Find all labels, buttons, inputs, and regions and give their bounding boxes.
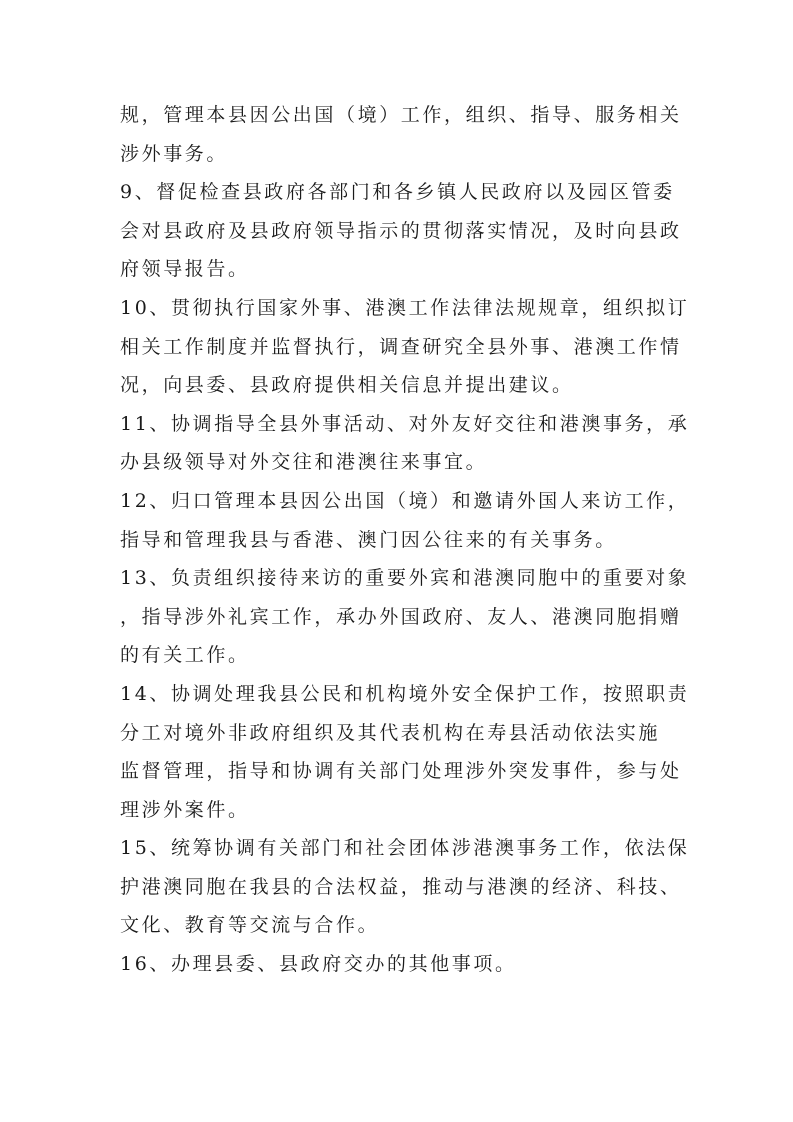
text-line: ，指导涉外礼宾工作，承办外国政府、友人、港澳同胞捐赠 [120, 605, 682, 628]
text-line: 13、负责组织接待来访的重要外宾和港澳同胞中的重要对象 [120, 567, 690, 590]
text-line: 指导和管理我县与香港、澳门因公往来的有关事务。 [120, 528, 617, 551]
text-line: 况，向县委、县政府提供相关信息并提出建议。 [120, 374, 574, 397]
text-line: 涉外事务。 [120, 142, 229, 165]
text-line: 监督管理，指导和协调有关部门处理涉外突发事件，参与处 [120, 760, 682, 783]
text-line: 16、办理县委、县政府交办的其他事项。 [120, 953, 517, 976]
text-line: 11、协调指导全县外事活动、对外友好交往和港澳事务，承 [120, 412, 690, 435]
text-line: 文化、教育等交流与合作。 [120, 914, 380, 937]
text-line: 15、统筹协调有关部门和社会团体涉港澳事务工作，依法保 [120, 837, 690, 860]
text-line: 理涉外案件。 [120, 798, 250, 821]
text-line: 相关工作制度并监督执行，调查研究全县外事、港澳工作情 [120, 335, 682, 358]
text-line: 10、贯彻执行国家外事、港澳工作法律法规规章，组织拟订 [120, 296, 690, 319]
text-line: 9、督促检查县政府各部门和各乡镇人民政府以及园区管委 [120, 181, 675, 204]
text-line: 办县级领导对外交往和港澳往来事宜。 [120, 451, 488, 474]
text-line: 府领导报告。 [120, 258, 250, 281]
text-line: 14、协调处理我县公民和机构境外安全保护工作，按照职责 [120, 682, 690, 705]
text-line: 12、归口管理本县因公出国（境）和邀请外国人来访工作， [120, 489, 690, 512]
text-line: 规，管理本县因公出国（境）工作，组织、指导、服务相关 [120, 104, 682, 126]
text-line: 护港澳同胞在我县的合法权益，推动与港澳的经济、科技、 [120, 875, 682, 898]
document-body [120, 96, 690, 984]
text-line: 会对县政府及县政府领导指示的贯彻落实情况，及时向县政 [120, 219, 682, 242]
text-line: 的有关工作。 [120, 644, 250, 667]
text-line: 分工对境外非政府组织及其代表机构在寿县活动依法实施 [120, 721, 661, 744]
